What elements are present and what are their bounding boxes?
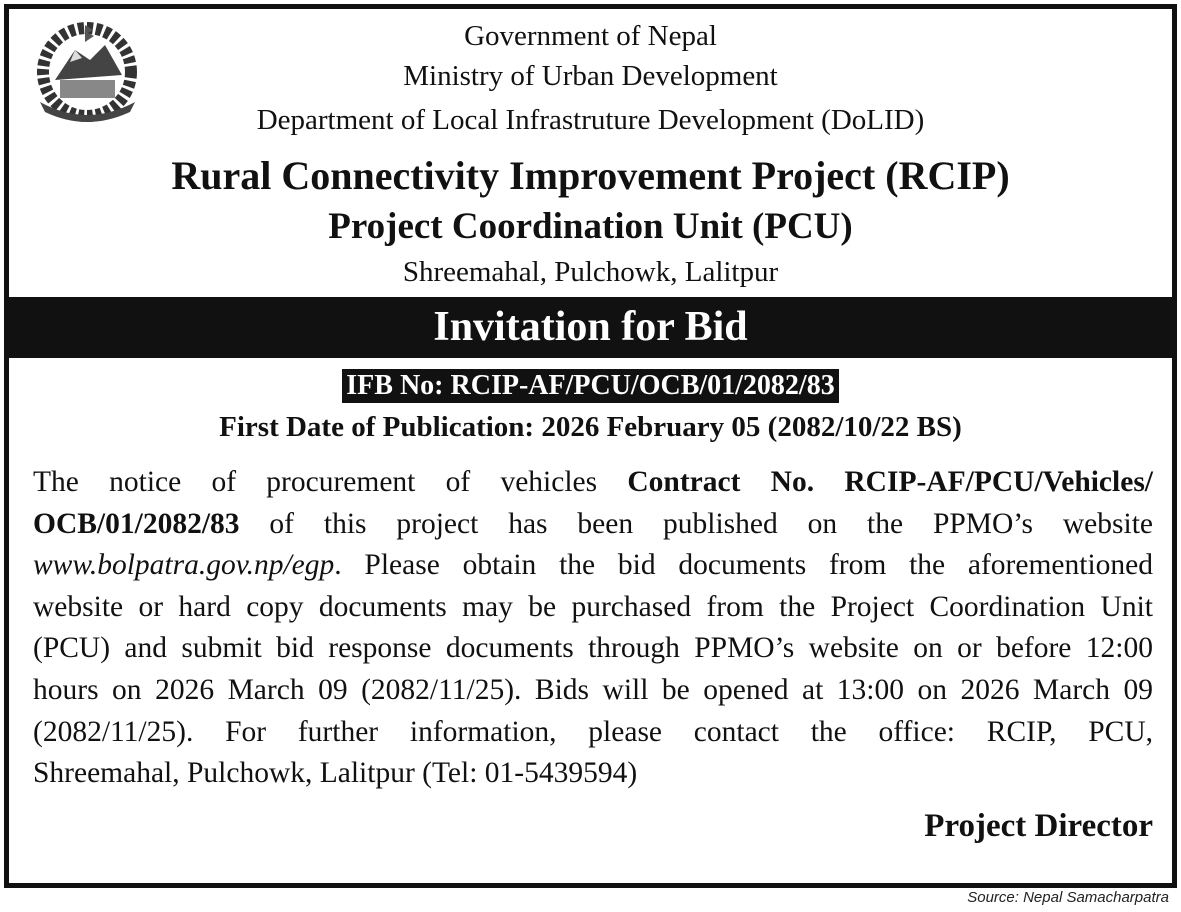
signature: Project Director: [924, 808, 1153, 844]
body-text: . Please obtain the bid documents from the aforementioned: [334, 549, 1153, 582]
department-line: Department of Local Infrastruture Development (DoLID): [256, 104, 925, 136]
contract-number: Contract No. RCIP-AF/PCU/Vehicles/: [627, 466, 1153, 498]
contract-number-cont: OCB/01/2082/83: [33, 507, 240, 540]
address: Shreemahal, Pulchowk, Lalitpur: [402, 256, 779, 288]
project-title: Rural Connectivity Improvement Project (RCIP): [171, 153, 1010, 198]
body-text: of this project has been published on the PPMO’s website: [239, 507, 1153, 540]
notice-body: [33, 462, 1153, 795]
body-text: website or hard copy documents may be purchased from the Project Coordination Unit: [33, 590, 1153, 623]
government-line: Government of Nepal: [464, 20, 717, 52]
invitation-banner: Invitation for Bid: [8, 297, 1173, 358]
body-text: The notice of procurement of vehicles: [33, 466, 628, 498]
publication-date: First Date of Publication: 2026 February 05 (2082/10/22 BS): [219, 411, 962, 443]
website-link[interactable]: www.bolpatra.gov.np/egp: [33, 549, 335, 582]
unit-title: Project Coordination Unit (PCU): [328, 206, 853, 247]
source-credit: Source: Nepal Samacharpatra: [967, 889, 1169, 906]
body-text: (2082/11/25). For further information, please contact the office: RCIP, PCU,: [33, 715, 1153, 748]
ministry-line: Ministry of Urban Development: [403, 60, 778, 92]
body-text: (PCU) and submit bid response documents through PPMO’s website on or before 12:00: [33, 632, 1153, 665]
body-text: hours on 2026 March 09 (2082/11/25). Bids will be opened at 13:00 on 2026 March 09: [33, 673, 1153, 706]
ifb-number: IFB No: RCIP-AF/PCU/OCB/01/2082/83: [342, 369, 838, 403]
body-text: Shreemahal, Pulchowk, Lalitpur (Tel: 01-5439594): [33, 757, 638, 790]
